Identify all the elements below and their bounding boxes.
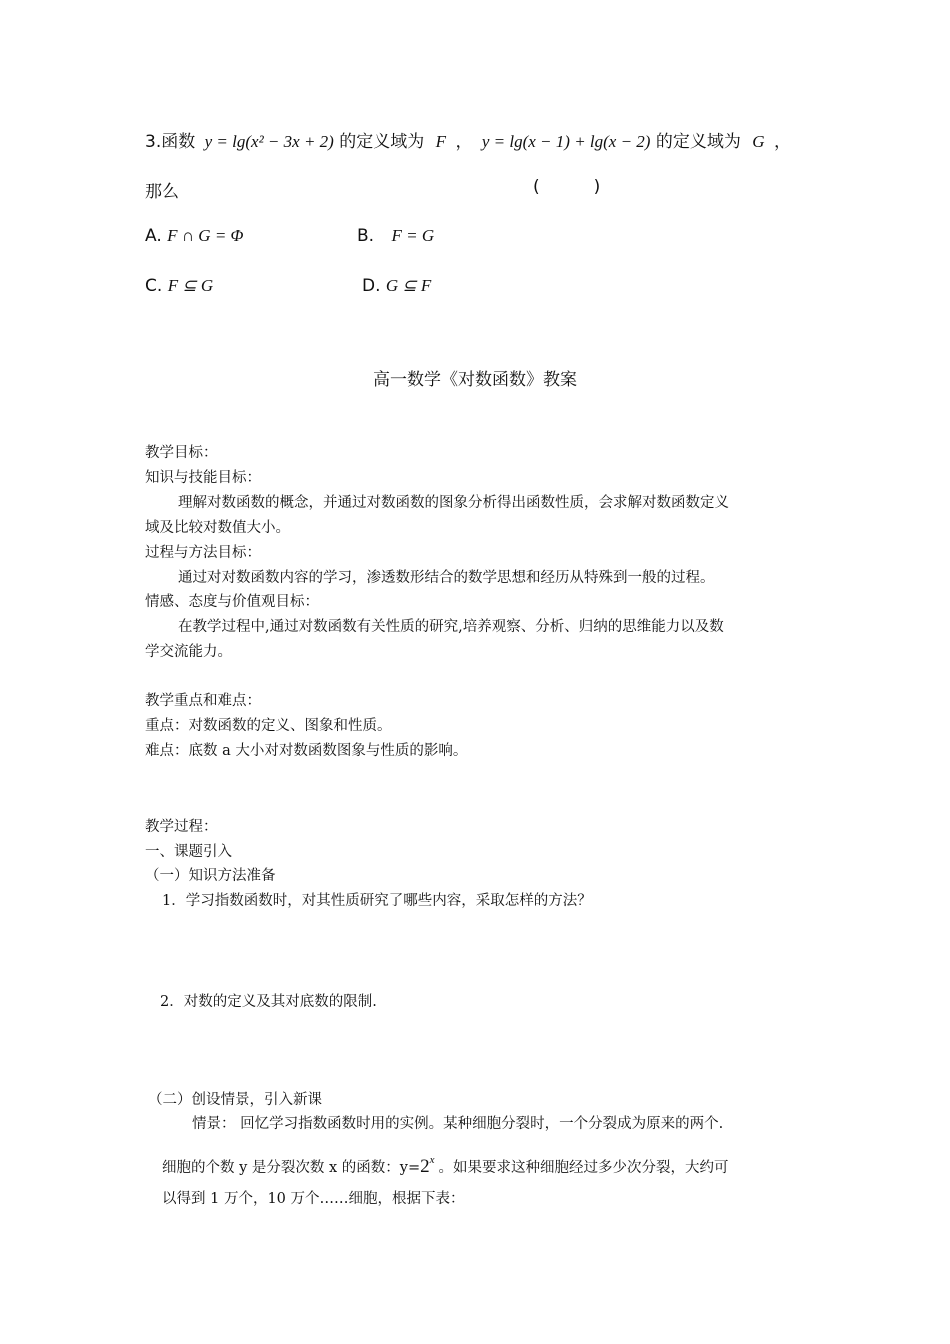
- question-prefix: 3.函数: [145, 132, 196, 152]
- option-c: [145, 276, 213, 296]
- key-heading: 教学重点和难点：: [145, 693, 261, 709]
- formula-f: y = lg(x² − 3x + 2): [204, 132, 334, 151]
- knowledge-text-1: 理解对数函数的概念，并通过对数函数的图象分析得出函数性质，会求解对数函数定义: [178, 495, 729, 511]
- knowledge-heading: 知识与技能目标：: [145, 470, 261, 486]
- option-d-label: D.: [362, 276, 381, 296]
- emotion-text-2: 学交流能力。: [145, 644, 232, 660]
- list-item-1: 1．学习指数函数时，对其性质研究了哪些内容，采取怎样的方法？: [162, 893, 592, 909]
- domain-label-1: 的定义域为: [339, 132, 425, 152]
- scene-text-2b: 。如果要求这种细胞经过多少次分裂，大约可: [438, 1159, 729, 1176]
- set-g: G: [752, 132, 765, 151]
- process-text-1: 通过对对数函数内容的学习，渗透数形结合的数学思想和经历从特殊到一般的过程。: [178, 570, 715, 586]
- domain-label-2: 的定义域为: [655, 132, 741, 152]
- set-f: F: [435, 132, 447, 151]
- formula-g: y = lg(x − 1) + lg(x − 2): [481, 132, 651, 151]
- option-b-math: F = G: [391, 226, 435, 245]
- subsection-1-heading: （一）知识方法准备: [145, 868, 276, 884]
- emotion-heading: 情感、态度与价值观目标：: [145, 594, 319, 610]
- document-title: 高一数学《对数函数》教案: [373, 370, 577, 390]
- list-item-2: 2．对数的定义及其对底数的限制.: [160, 994, 377, 1010]
- knowledge-text-2: 域及比较对数值大小。: [145, 520, 290, 536]
- scene-text-2a: 细胞的个数 y 是分裂次数 x 的函数：y=: [162, 1159, 421, 1176]
- option-a-label: A.: [145, 226, 162, 246]
- formula-exponent: x: [429, 1154, 435, 1166]
- goals-heading: 教学目标：: [145, 445, 218, 461]
- comma-2: ，: [773, 132, 791, 152]
- key-point: 重点：对数函数的定义、图象和性质。: [145, 718, 392, 734]
- comma-1: ，: [455, 132, 473, 152]
- option-a: [145, 226, 244, 246]
- question-line-2: 那么: [145, 182, 179, 202]
- option-d-math: G ⊆ F: [385, 276, 432, 295]
- formula-base: 2: [420, 1155, 430, 1177]
- answer-parentheses: ( ): [533, 177, 601, 197]
- scene-text-2: [162, 1151, 729, 1181]
- option-d: [362, 276, 431, 296]
- option-c-label: C.: [145, 276, 163, 296]
- option-a-math: F ∩ G = Φ: [167, 226, 244, 245]
- question-line-1: [145, 127, 791, 152]
- process-title: 教学过程：: [145, 819, 218, 835]
- option-c-math: F ⊆ G: [167, 276, 214, 295]
- option-b-label: B.: [357, 226, 375, 246]
- option-b: [357, 226, 434, 246]
- difficult-point: 难点：底数 a 大小对对数函数图象与性质的影响。: [145, 743, 468, 759]
- section-1-heading: 一、课题引入: [145, 844, 232, 860]
- scene-text-1: 情景： 回忆学习指数函数时用的实例。某种细胞分裂时，一个分裂成为原来的两个.: [192, 1116, 724, 1132]
- subsection-2-heading: （二）创设情景，引入新课: [148, 1092, 322, 1108]
- process-heading: 过程与方法目标：: [145, 545, 261, 561]
- scene-text-3: 以得到 1 万个，10 万个……细胞，根据下表：: [162, 1191, 465, 1207]
- emotion-text-1: 在教学过程中,通过对数函数有关性质的研究,培养观察、分析、归纳的思维能力以及数: [178, 619, 724, 635]
